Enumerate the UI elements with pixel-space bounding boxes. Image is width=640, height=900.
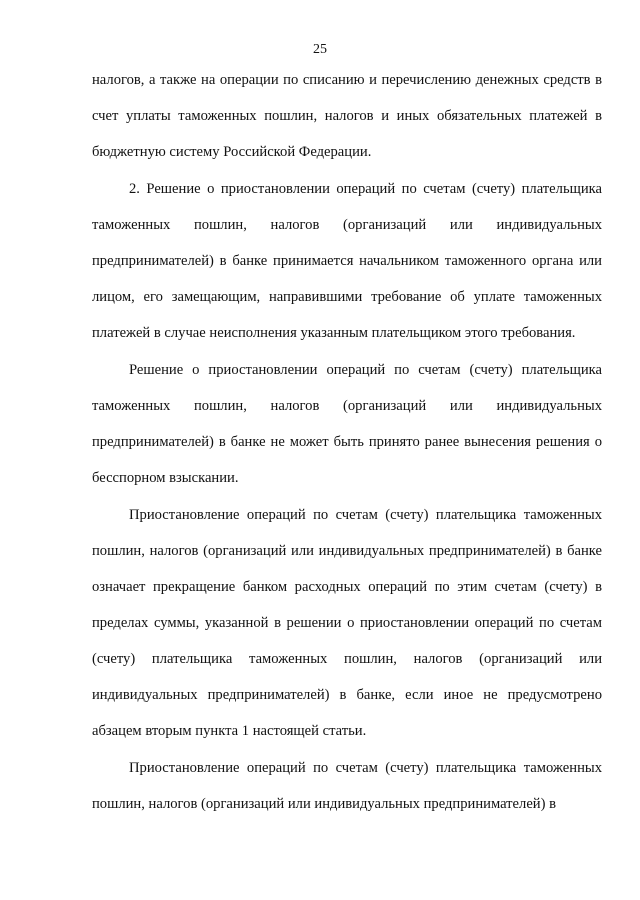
- paragraph-item-2: 2. Решение о приостановлении операций по счетам (счету) плательщика таможенных пошлин, налогов (организаций или индивидуальных предпринимателей) в банке принимается начальником таможенного органа или лицом, его замещающим, направившими требование об уплате таможенных платежей в случае неисполнения указанным плательщиком этого требования.: [92, 180, 602, 342]
- paragraph: Решение о приостановлении операций по счетам (счету) плательщика таможенных пошлин, налогов (организаций или индивидуальных предпринимателей) в банке не может быть принято ранее вынесения решения о бесспорном взыскании.: [92, 361, 602, 487]
- paragraph: Приостановление операций по счетам (счету) плательщика таможенных пошлин, налогов (организаций или индивидуальных предпринимателей) в банке означает прекращение банком расходных операций по этим счетам (счету) в пределах суммы, указанной в решении о приостановлении операций по счетам (счету) плательщика таможенных пошлин, налогов (организаций или индивидуальных предпринимателей) в банке, если иное не предусмотрено абзацем вторым пункта 1 настоящей статьи.: [92, 506, 602, 740]
- document-body: [92, 62, 602, 822]
- page-number: 25: [313, 42, 327, 57]
- paragraph-continuation: налогов, а также на операции по списанию и перечислению денежных средств в счет уплаты таможенных пошлин, налогов и иных обязательных платежей в бюджетную систему Российской Федерации.: [92, 72, 602, 161]
- paragraph: Приостановление операций по счетам (счету) плательщика таможенных пошлин, налогов (организаций или индивидуальных предпринимателей) в: [92, 759, 602, 812]
